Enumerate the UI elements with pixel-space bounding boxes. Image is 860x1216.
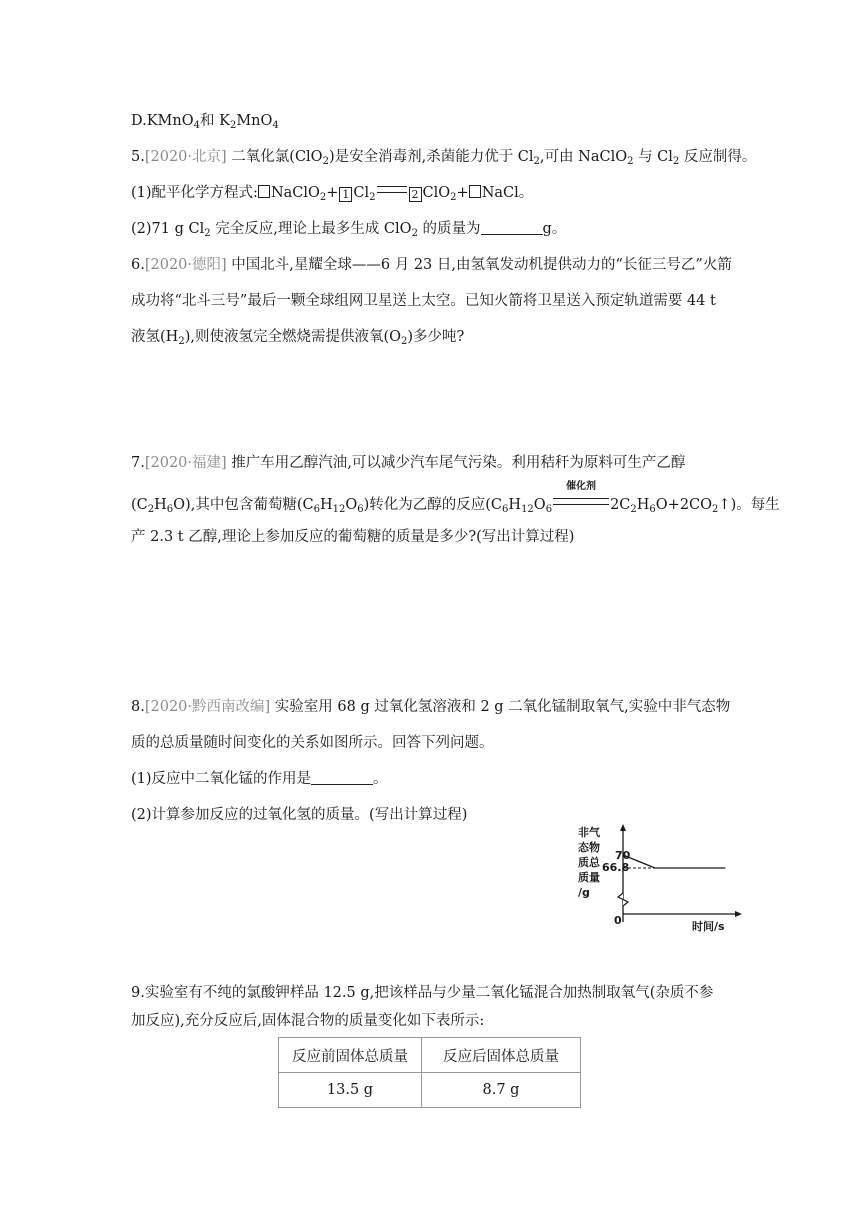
y-tick-0: 0 bbox=[614, 914, 622, 927]
q8-part1 bbox=[131, 769, 388, 789]
q5-part2: (2)71 g $Cl_2$ 完全反应,理论上最多生成 ClO$_2$ 的质量为 g。 bbox=[131, 221, 567, 239]
q5-text-c: ,可由 NaClO bbox=[539, 149, 628, 165]
q8-part2 bbox=[131, 805, 467, 825]
q7-line3 bbox=[131, 527, 574, 547]
q6-line2 bbox=[131, 291, 716, 311]
series-line bbox=[623, 855, 725, 868]
q7-t: O bbox=[345, 497, 358, 513]
q5-text-d: 与 $Cl_2$ 反应制得。 bbox=[633, 149, 757, 167]
q7-source: [2020·福建] bbox=[144, 455, 227, 471]
q8-number: 8. bbox=[131, 699, 145, 715]
period: 。 bbox=[518, 185, 534, 201]
catalyst-label: 催化剂 bbox=[566, 481, 597, 492]
table-header-cell: 反应后固体总质量 bbox=[422, 1038, 581, 1073]
y-axis-label-line: 非气 bbox=[578, 826, 600, 839]
y-axis-label bbox=[578, 825, 601, 899]
q8-part2-text: (2)计算参加反应的过氧化氢的质量。(写出计算过程) bbox=[131, 807, 468, 823]
q5-stem: 5.[2020·北京] 二氧化氯(ClO$_2$)是安全消毒剂,杀菌能力优于 $Cl_2$,可由 NaClO$_2$ 与 $Cl_2$ 反应制得。 bbox=[131, 149, 757, 167]
y-axis-label-line: 态物 bbox=[578, 841, 600, 854]
q8-text-2: 质的总质量随时间变化的关系如图所示。回答下列问题。 bbox=[131, 735, 494, 751]
q6-text-3a: 液氢(H bbox=[131, 329, 179, 345]
formula-naclo2: NaClO bbox=[270, 185, 320, 201]
q6-source: [2020·德阳] bbox=[144, 257, 227, 273]
q7-t: H bbox=[154, 497, 167, 513]
y-axis-label-line: /g bbox=[578, 886, 590, 899]
q7-t: ↑)。每生 bbox=[718, 497, 780, 513]
q6-text-3c: )多少吨? bbox=[407, 329, 465, 345]
q6-text-1: 中国北斗,星耀全球——6 月 23 日,由氢氧发动机提供动力的“长征三号乙”火箭 bbox=[226, 257, 732, 273]
coefficient-box-clo2: 2 bbox=[409, 187, 422, 202]
catalyst-arrow-icon bbox=[553, 481, 609, 505]
coefficient-box-empty bbox=[258, 185, 270, 198]
y-tick-66-8: 66.8 bbox=[602, 861, 630, 874]
q8-part1-text: (1)反应中二氧化锰的作用是 bbox=[131, 771, 312, 787]
q7-t: 2C bbox=[610, 497, 631, 513]
mass-table bbox=[278, 1037, 581, 1108]
q6-line1 bbox=[131, 255, 732, 275]
q7-t: H bbox=[508, 497, 522, 513]
q8-text-1: 实验室用 68 g 过氧化氢溶液和 2 g 二氧化锰制取氧气,实验中非气态物 bbox=[270, 699, 731, 715]
q7-t: O+2CO bbox=[655, 497, 713, 513]
q9-text-2: 加反应),充分反应后,固体混合物的质量变化如下表所示: bbox=[131, 1013, 485, 1029]
mass-time-chart bbox=[574, 822, 744, 932]
q5-number: 5. bbox=[131, 149, 145, 165]
q7-text-1: 推广车用乙醇汽油,可以减少汽车尾气污染。利用秸秆为原料可生产乙醇 bbox=[226, 455, 686, 471]
q9-line1 bbox=[131, 983, 713, 1003]
q6-number: 6. bbox=[131, 257, 145, 273]
q8-source: [2020·黔西南改编] bbox=[144, 699, 271, 715]
q7-t: H bbox=[636, 497, 650, 513]
x-axis-label: 时间/s bbox=[692, 920, 725, 932]
q7-t: )转化为乙醇的反应(C bbox=[363, 497, 503, 513]
q4-option-d: D.KMnO$_4$和 $K_2MnO_4$ bbox=[131, 113, 279, 131]
table-row bbox=[279, 1073, 581, 1108]
q5-part2-unit: g。 bbox=[542, 221, 567, 237]
axis-break-icon bbox=[618, 893, 628, 906]
y-axis-label-line: 质量 bbox=[578, 871, 600, 884]
plus-sign: + bbox=[456, 185, 469, 201]
y-tick-70: 70 bbox=[615, 849, 631, 862]
q6-text-3b: ),则使液氢完全燃烧需提供液氧(O bbox=[184, 329, 401, 345]
q7-t: O bbox=[533, 497, 546, 513]
table-header-cell: 反应前固体总质量 bbox=[279, 1038, 422, 1073]
q6-text-2: 成功将“北斗三号”最后一颗全球组网卫星送上太空。已知火箭将卫星送入预定轨道需要 44 t bbox=[131, 293, 716, 309]
plus-sign: + bbox=[326, 185, 339, 201]
q5-part2-text-c: 的质量为 bbox=[417, 221, 481, 237]
coefficient-box-cl2: 1 bbox=[339, 187, 352, 202]
q5-text-a: 二氧化氯(ClO bbox=[226, 149, 323, 165]
coefficient-box-empty bbox=[469, 185, 481, 198]
table-cell: 8.7 g bbox=[422, 1073, 581, 1108]
table-cell: 13.5 g bbox=[279, 1073, 422, 1108]
y-axis-label-line: 质总 bbox=[578, 856, 600, 869]
q7-t: H bbox=[319, 497, 333, 513]
formula-nacl: NaCl bbox=[481, 185, 519, 201]
q7-t: (C bbox=[131, 497, 148, 513]
q7-line1 bbox=[131, 453, 685, 473]
q5-part1-equation: (1)配平化学方程式: NaClO$_2$+ 1 $Cl_2$ 2 ClO$_2$+ NaCl。 bbox=[131, 185, 534, 203]
x-axis-arrow-icon bbox=[735, 911, 742, 917]
answer-blank[interactable] bbox=[311, 770, 373, 785]
table-header-row bbox=[279, 1038, 581, 1073]
q5-part1-label: (1)配平化学方程式: bbox=[131, 185, 258, 201]
equals-sign-icon bbox=[377, 186, 407, 193]
q9-line2 bbox=[131, 1011, 484, 1031]
q9-text-1: 9.实验室有不纯的氯酸钾样品 12.5 g,把该样品与少量二氧化锰混合加热制取氧气(杂质不参 bbox=[131, 985, 714, 1001]
q8-line2 bbox=[131, 733, 494, 753]
formula-clo2: ClO bbox=[422, 185, 451, 201]
q7-text-3: 产 2.3 t 乙醇,理论上参加反应的葡萄糖的质量是多少?(写出计算过程) bbox=[131, 529, 575, 545]
q7-number: 7. bbox=[131, 455, 145, 471]
series-polyline bbox=[623, 855, 725, 868]
y-axis-arrow-icon bbox=[620, 824, 626, 831]
q7-t: O),其中包含葡萄糖(C bbox=[173, 497, 314, 513]
period: 。 bbox=[373, 771, 388, 787]
answer-blank[interactable] bbox=[481, 220, 543, 235]
q5-part2-text-a: (2)71 g Cl bbox=[131, 221, 205, 237]
formula-cl2: Cl bbox=[353, 185, 370, 201]
q6-line3: 液氢$(H_2)$,则使液氢完全燃烧需提供液氧$(O_2)$多少吨? bbox=[131, 329, 465, 347]
q5-source: [2020·北京] bbox=[144, 149, 227, 165]
q8-line1 bbox=[131, 697, 730, 717]
q5-text-b: )是安全消毒剂,杀菌能力优于 Cl bbox=[328, 149, 534, 165]
q7-line2-equation: $(C_2H_6O)$,其中包含葡萄糖$(C_6H_{12}O_6)$转化为乙醇的反应($C_6H_{12}O_6$ 催化剂 $2C_2H_6O+2CO_2↑$)。每生 bbox=[131, 495, 780, 515]
q5-part2-text-b: 完全反应,理论上最多生成 ClO bbox=[210, 221, 412, 237]
